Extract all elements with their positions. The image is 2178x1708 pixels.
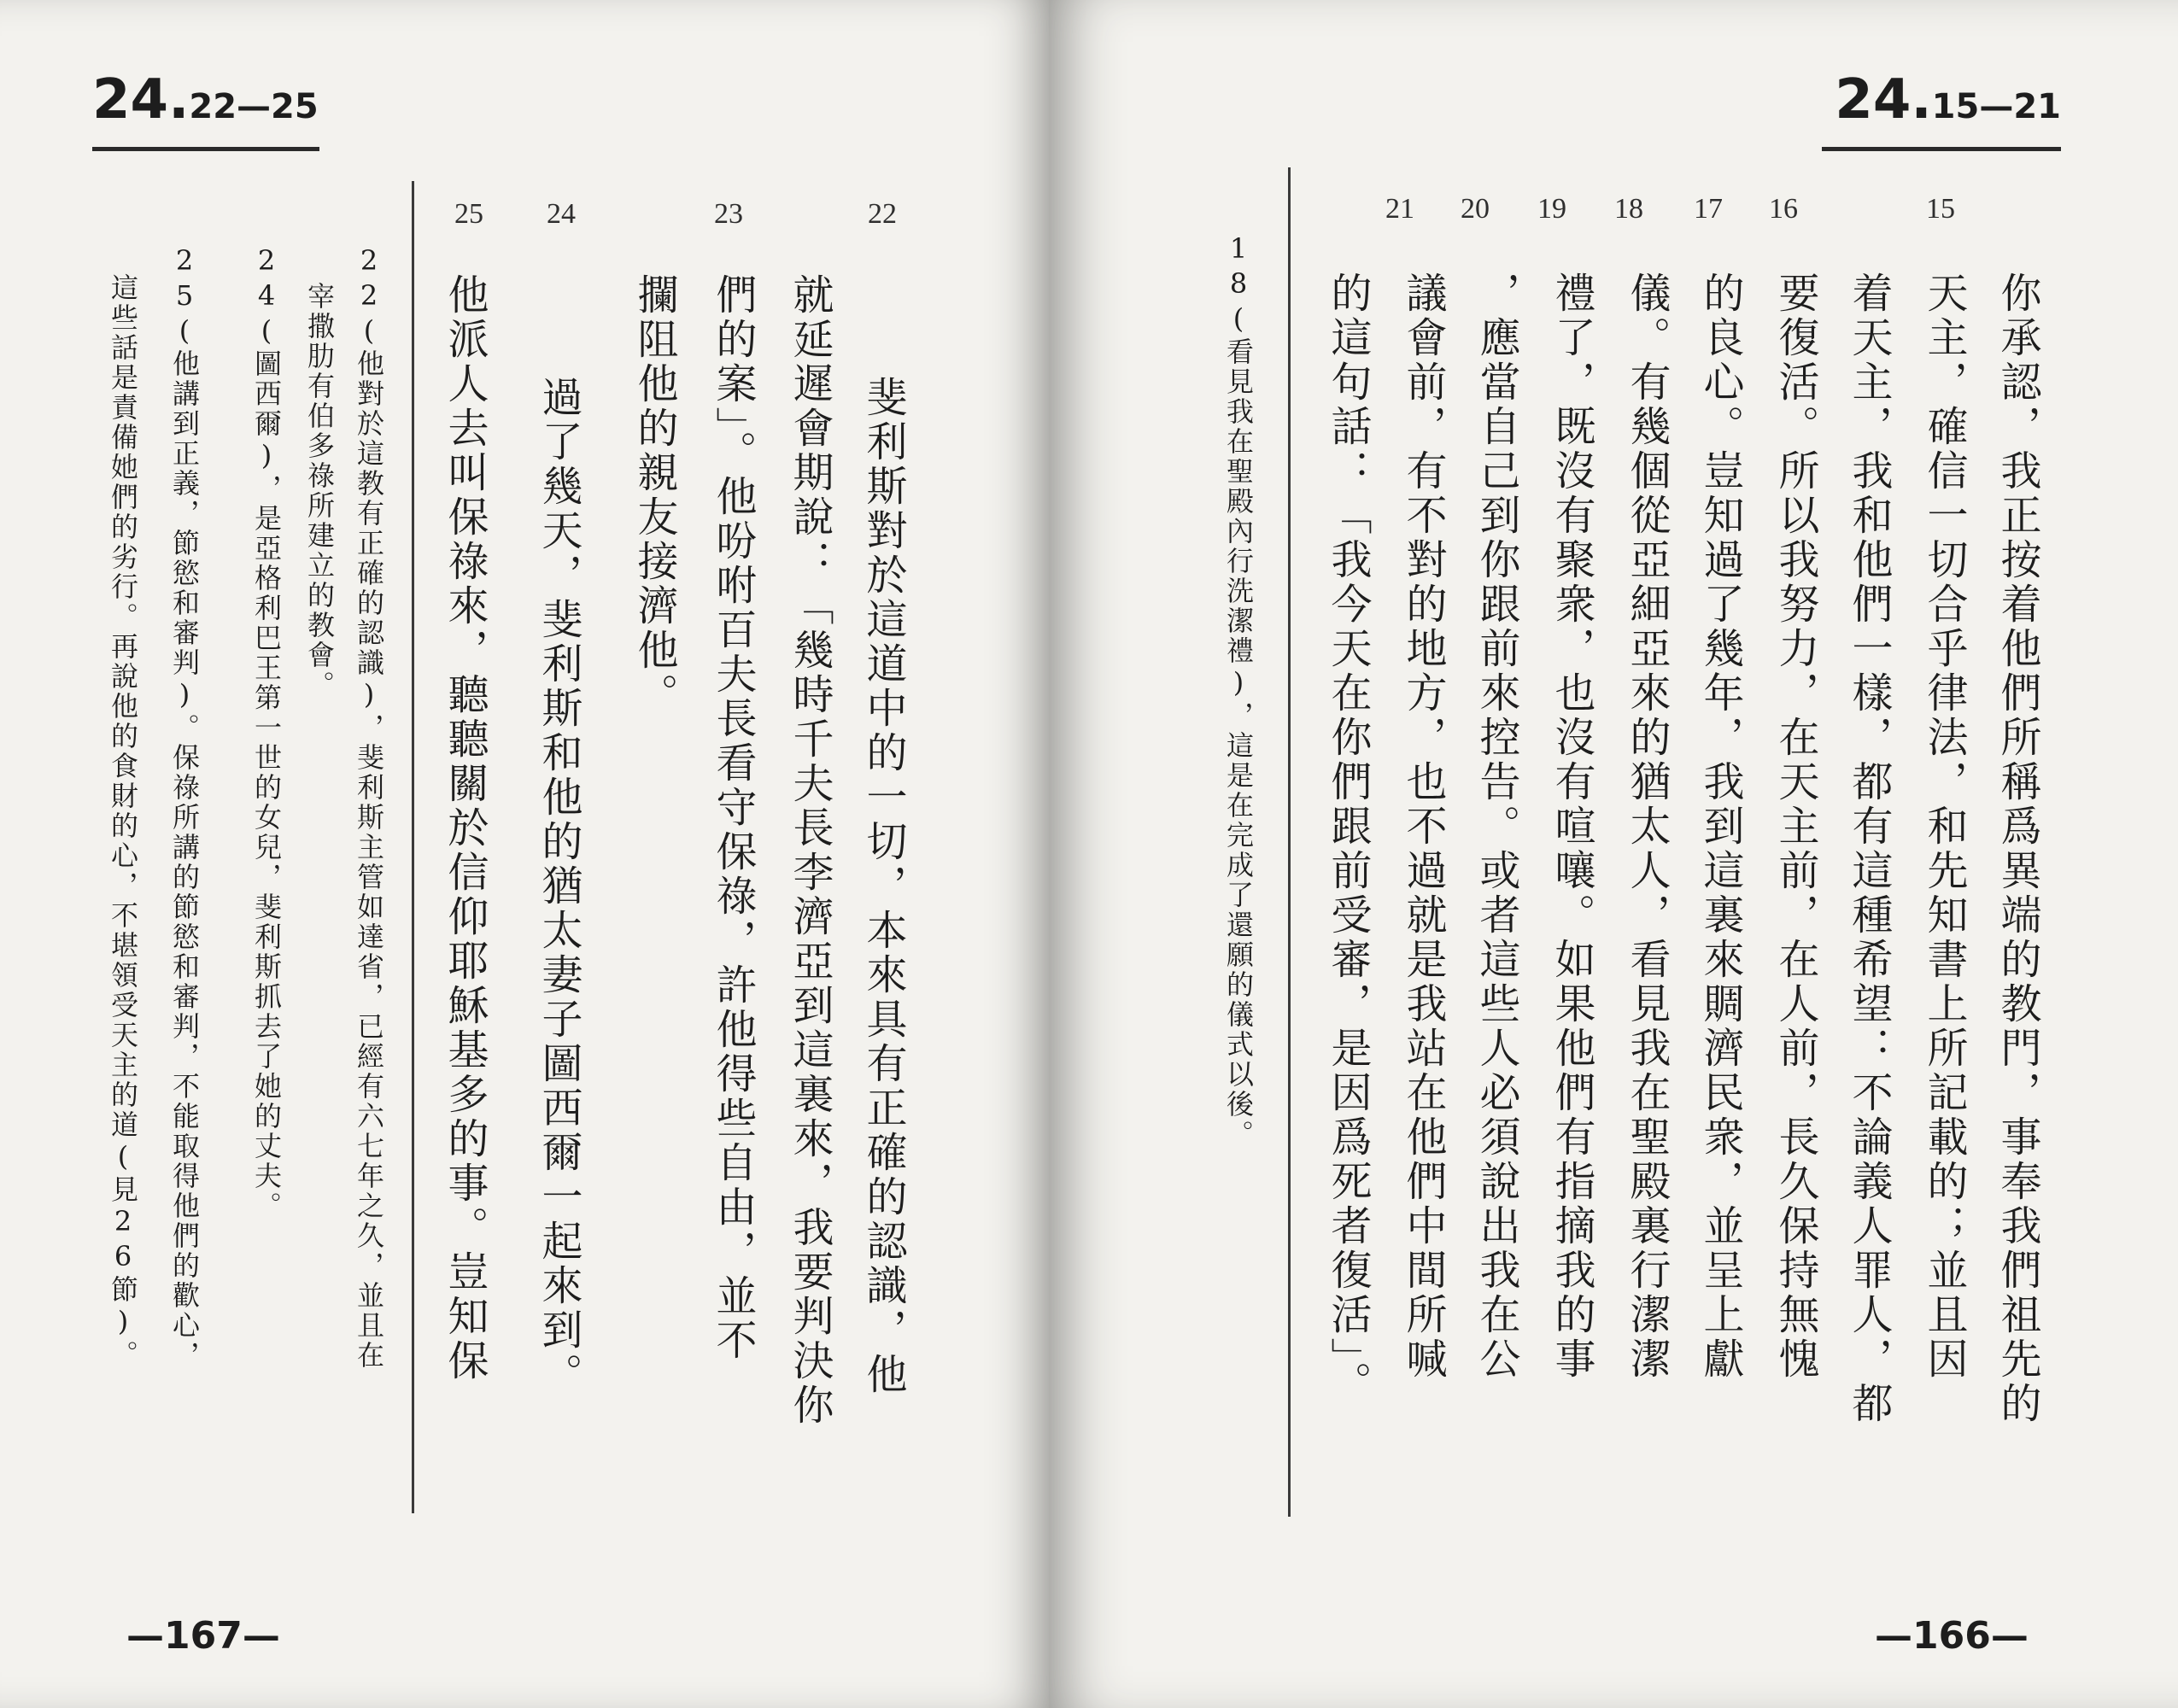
text-column: 的這句話：「我今天在你們跟前受審，是因爲死者復活」。 [1324, 272, 1372, 1406]
text-column: 就延遲會期說：「幾時千夫長李濟亞到這裏來，我要判決你 [786, 273, 834, 1428]
column-rule [412, 181, 414, 1513]
right-running-header [1822, 68, 2061, 151]
verse-number: 18 [1614, 193, 1643, 225]
chapter-number: 24. [1835, 68, 1932, 132]
verse-number: 15 [1926, 193, 1955, 225]
text-column: 你承認，我正按着他們所稱爲異端的教門，事奉我們祖先的 [1994, 272, 2041, 1426]
text-column: 斐利斯對於這道中的一切，本來具有正確的認識，他 [859, 376, 907, 1397]
text-column: 禮了，既沒有聚衆，也沒有喧嚷。如果他們有指摘我的事 [1548, 272, 1595, 1382]
left-running-header [92, 68, 319, 151]
verse-number: 25 [454, 198, 483, 230]
footnote-column: 18(看見我在聖殿內行洗潔禮)，這是在完成了還願的儀式以後。 [1222, 232, 1255, 1149]
verse-number: 21 [1385, 193, 1414, 225]
verse-number: 19 [1537, 193, 1566, 225]
text-column: 過了幾天，斐利斯和他的猶太妻子圖西爾一起來到。 [535, 376, 583, 1397]
text-column: 天主，確信一切合乎律法，和先知書上所記載的；並且因 [1920, 272, 1968, 1382]
verse-number: 22 [868, 198, 897, 230]
verse-number: 20 [1461, 193, 1490, 225]
footnote-column: 22(他對於這教有正確的認識)，斐利斯主管如達省，已經有六七年之久，並且在 [353, 244, 385, 1371]
verse-number: 24 [547, 198, 576, 230]
verse-number: 16 [1769, 193, 1798, 225]
text-column: 議會前，有不對的地方，也不過就是我站在他們中間所喊 [1399, 272, 1447, 1382]
text-column: 攔阻他的親友接濟他。 [630, 273, 678, 717]
verse-range: 22—25 [189, 87, 319, 126]
text-column: ，應當自己到你跟前來控告。或者這些人必須說出我在公 [1472, 272, 1520, 1382]
footnote-column: 宰撒肋有伯多祿所建立的教會。 [303, 282, 336, 700]
text-column: 們的案」。他吩咐百夫長看守保祿，許他得些自由，並不 [709, 273, 757, 1363]
footnote-column: 25(他講到正義，節慾和審判)。保祿所講的節慾和審判，不能取得他們的歡心， [168, 244, 201, 1371]
text-column: 着天主，我和他們一樣，都有這種希望：不論義人罪人，都 [1845, 272, 1893, 1426]
column-rule [1288, 167, 1291, 1517]
text-column: 要復活。所以我努力，在天主前，在人前，長久保持無愧 [1771, 272, 1819, 1382]
text-column: 他派人去叫保祿來，聽聽關於信仰耶穌基多的事。豈知保 [441, 273, 489, 1383]
page-number: —167— [126, 1614, 280, 1658]
verse-number: 23 [714, 198, 743, 230]
text-column: 儀。有幾個從亞細亞來的猶太人，看見我在聖殿裏行潔潔 [1623, 272, 1671, 1382]
verse-range: 15—21 [1931, 87, 2061, 126]
page-number: —166— [1875, 1614, 2029, 1658]
right-page [1049, 0, 2178, 1708]
chapter-number: 24. [92, 68, 190, 132]
text-column: 的良心。豈知過了幾年，我到這裏來賙濟民衆，並呈上獻 [1696, 272, 1744, 1382]
left-page [0, 0, 1049, 1708]
verse-number: 17 [1694, 193, 1723, 225]
footnote-column: 這些話是責備她們的劣行。再說他的食財的心，不堪領受天主的道(見26節)。 [107, 273, 139, 1370]
footnote-column: 24(圖西爾)，是亞格利巴王第一世的女兒，斐利斯抓去了她的丈夫。 [250, 244, 283, 1221]
